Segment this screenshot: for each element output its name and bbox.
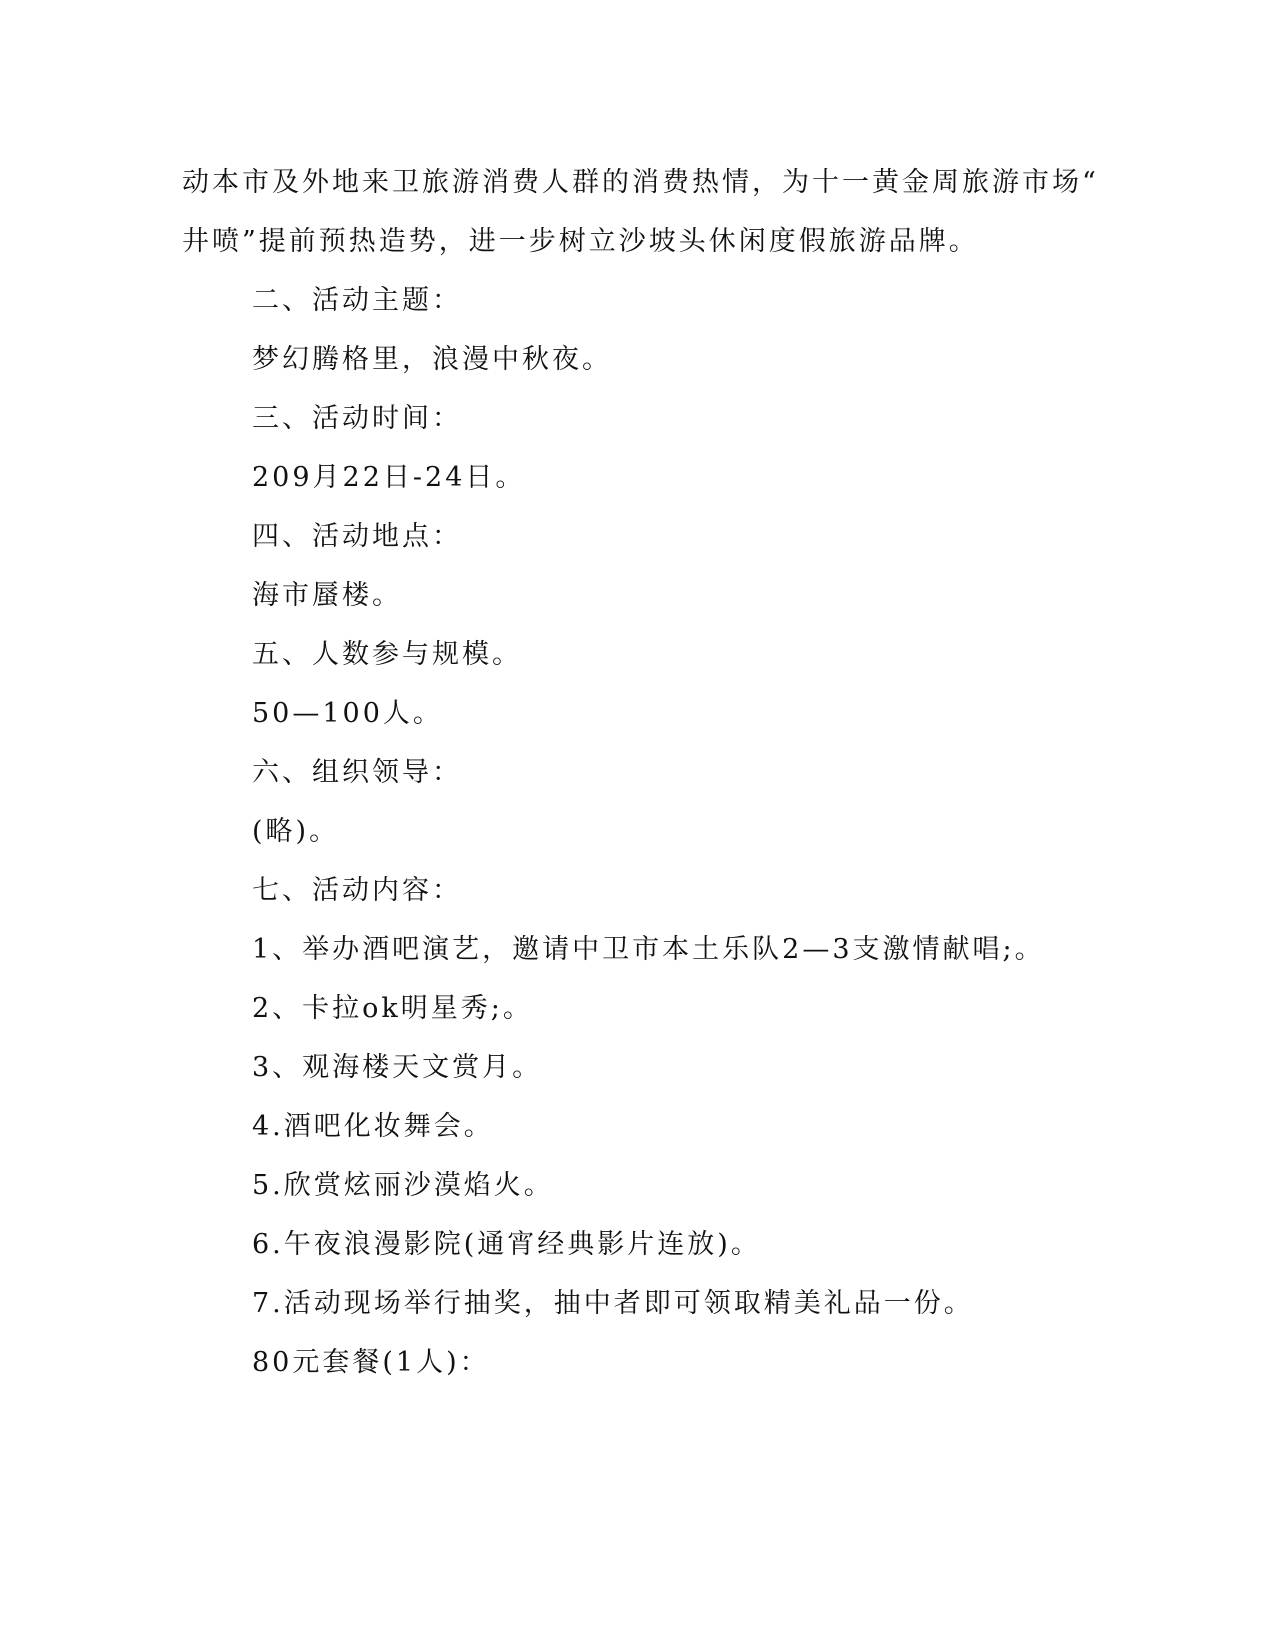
content-item-6: 6.午夜浪漫影院(通宵经典影片连放)。 [252, 1229, 761, 1260]
section-heading-location: 四、活动地点： [252, 521, 462, 552]
content-item-3: 3、观海楼天文赏月。 [252, 1052, 543, 1083]
location-text: 海市蜃楼。 [252, 580, 402, 611]
section-heading-leadership: 六、组织领导： [252, 757, 462, 788]
package-heading: 80元套餐(1人)： [252, 1347, 490, 1378]
content-item-7: 7.活动现场举行抽奖，抽中者即可领取精美礼品一份。 [252, 1288, 974, 1319]
body-paragraph-line-2: 井喷”提前预热造势，进一步树立沙坡头休闲度假旅游品牌。 [182, 226, 979, 257]
section-heading-theme: 二、活动主题： [252, 285, 462, 316]
leadership-text: (略)。 [252, 816, 340, 847]
section-heading-content: 七、活动内容： [252, 875, 462, 906]
content-item-5: 5.欣赏炫丽沙漠焰火。 [252, 1170, 554, 1201]
time-text: 209月22日-24日。 [252, 462, 526, 493]
content-item-2: 2、卡拉ok明星秀;。 [252, 993, 533, 1024]
content-item-1: 1、举办酒吧演艺，邀请中卫市本土乐队2—3支激情献唱;。 [252, 934, 1045, 965]
body-paragraph-line-1: 动本市及外地来卫旅游消费人群的消费热情，为十一黄金周旅游市场“ [182, 167, 1099, 198]
theme-text: 梦幻腾格里，浪漫中秋夜。 [252, 344, 612, 375]
section-heading-time: 三、活动时间： [252, 403, 462, 434]
scale-text: 50—100人。 [252, 698, 443, 729]
section-heading-scale: 五、人数参与规模。 [252, 639, 522, 670]
content-item-4: 4.酒吧化妆舞会。 [252, 1111, 494, 1142]
